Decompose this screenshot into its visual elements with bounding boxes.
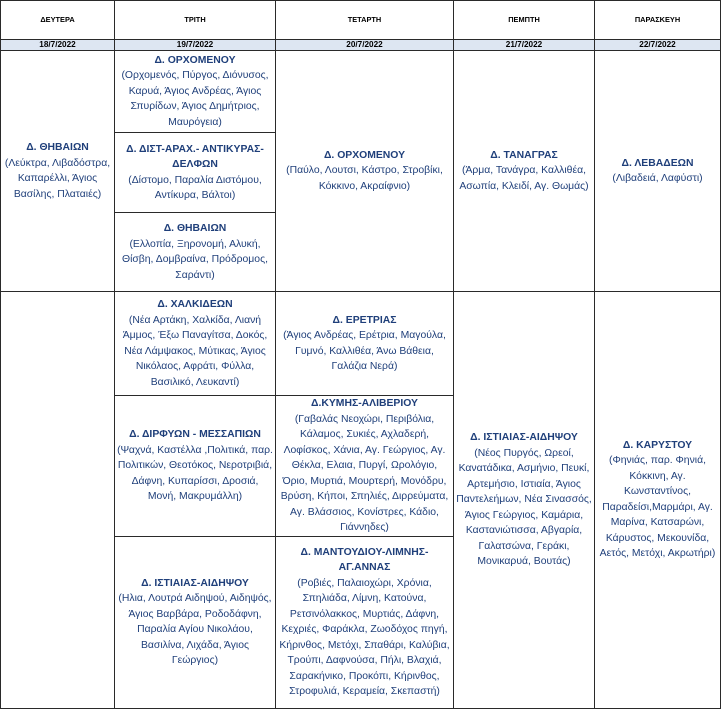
municipality-name: Δ. ΛΕΒΑΔΕΩΝ <box>621 157 694 169</box>
village-list: (Άγιος Ανδρέας, Ερέτρια, Μαγούλα, Γυμνό, Καλλιθέα, Άνω Βάθεια, Γαλάζια Νερά) <box>283 330 446 372</box>
village-list: (Ροβιές, Παλαιοχώρι, Χρόνια, Σπηλιάδα, Λίμνη, Κατούνα, Ρετσινόλακκος, Μυρτιάς, Δάφνη, Κεχριές, Φαράκλα, Ζωοδόχος πηγή, Κήρινθος, Μετόχι, Σπαθάρι, Καλύβια, Τρούπι, Δαφνούσα, Πήλι, Βλαχιά, Σαρακήνικο, Προκόπι, Κήρινθος, Στροφυλιά, Κεραμεία, Σκεπαστή) <box>279 577 450 697</box>
cell-w2-wednesday-2 <box>276 396 454 537</box>
table-row <box>1 292 721 396</box>
cell-w1-tuesday-1 <box>115 51 276 133</box>
municipality-name: Δ. ΘΗΒΑΙΩΝ <box>26 142 89 153</box>
municipality-name: Δ. ΧΑΛΚΙΔΕΩΝ <box>157 299 233 310</box>
village-list: (Λεύκτρα, Λιβαδόστρα, Καπαρέλλι, Άγιος Βασίλης, Πλαταιές) <box>4 157 111 200</box>
cell-w1-friday <box>595 51 721 292</box>
municipality-name: Δ.ΚΥΜΗΣ-ΑΛΙΒΕΡΙΟΥ <box>311 398 418 409</box>
municipality-name: Δ. ΘΗΒΑΙΩΝ <box>163 223 227 234</box>
village-list: (Ελλοπία, Ξηρονομή, Αλυκή, Θίσβη, Δομβραίνα, Πρόδρομος, Σαράντι) <box>122 238 268 281</box>
table-row <box>1 51 721 133</box>
day-header-monday: ΔΕΥΤΕΡΑ <box>1 1 115 40</box>
cell-w2-friday <box>595 292 721 709</box>
cell-w1-wednesday <box>276 51 454 292</box>
municipality-name: Δ. ΜΑΝΤΟΥΔΙΟΥ-ΛΙΜΝΗΣ-ΑΓ.ΑΝΝΑΣ <box>300 546 429 573</box>
municipality-name: Δ. ΔΙΡΦΥΩΝ - ΜΕΣΣΑΠΙΩΝ <box>129 429 261 440</box>
village-list: (Νέος Πυργός, Ωρεοί, Κανατάδικα, Ασμήνιο, Πευκί, Αρτεμήσιο, Ιστιαία, Άγιος Παντελεήμων, Νέα Σινασσός, Άγιος Γεώργιος, Καμάρια, Καστανιώτισσα, Αβγαρία, Γαλατσώνα, Γεράκι, Μονικαρυά, Βουτάς) <box>456 447 592 567</box>
cell-w2-tuesday-2 <box>115 396 276 537</box>
weekday-header-row <box>1 1 721 40</box>
municipality-name: Δ. ΔΙΣΤ-ΑΡΑΧ.- ΑΝΤΙΚΥΡΑΣ-ΔΕΛΦΩΝ <box>126 143 264 170</box>
village-list: (Φηνιάς, παρ. Φηνιά, Κόκκινη, Αγ. Κωνσταντίνος, Παραδείσι,Μαρμάρι, Αγ. Μαρίνα, Κατσαρώνι, Κάρυστος, Μεκουνίδα, Αετός, Μετόχι, Ακρωτήρι) <box>599 455 716 560</box>
cell-w1-tuesday-3 <box>115 213 276 292</box>
day-header-tuesday: ΤΡΙΤΗ <box>115 1 276 40</box>
municipality-name: Δ. ΙΣΤΙΑΙΑΣ-ΑΙΔΗΨΟΥ <box>141 577 249 589</box>
day-header-friday: ΠΑΡΑΣΚΕΥΗ <box>595 1 721 40</box>
village-list: (Παύλο, Λουτσι, Κάστρο, Στροβίκι, Κόκκινο, Ακραίφνιο) <box>286 165 443 192</box>
village-list: (Ορχομενός, Πύργος, Διόνυσος, Καρυά, Άγιος Ανδρέας, Άγιος Σπυρίδων, Άγιος Δημήτριος, Μαυρόγεια) <box>121 70 269 128</box>
day-header-wednesday: ΤΕΤΑΡΤΗ <box>276 1 454 40</box>
municipality-name: Δ. ΙΣΤΙΑΙΑΣ-ΑΙΔΗΨΟΥ <box>470 432 578 443</box>
cell-w2-tuesday-3 <box>115 536 276 708</box>
cell-w1-thursday <box>454 51 595 292</box>
village-list: (Γαβαλάς Νεοχώρι, Περιβόλια, Κάλαμος, Συκιές, Αχλαδερή, Λοφίσκος, Χάνια, Αγ. Γεώργιος, Αγ. Θέκλα, Ελαια, Πυργί, Ωρολόγιο, Όριο, Μυρτιά, Μουρτερή, Μονόδρυ, Βρύση, Κήποι, Σπηλιές, Διρρεύματα, Αγ. Βλάσσιος, Κονίστρες, Κάδιο, Γιάννηδες) <box>280 413 449 533</box>
cell-w2-wednesday-1 <box>276 292 454 396</box>
cell-w2-wednesday-3 <box>276 536 454 708</box>
village-list: (Νέα Αρτάκη, Χαλκίδα, Λιανή Άμμος, Έξω Παναγίτσα, Δοκός, Νέα Λάμψακος, Μύτικας, Άγιος Νικόλαος, Αφράτι, Φύλλα, Βασιλικό, Λευκαντί) <box>122 314 268 388</box>
municipality-name: Δ. ΟΡΧΟΜΕΝΟΥ <box>154 54 236 66</box>
day-header-thursday: ΠΕΜΠΤΗ <box>454 1 595 40</box>
date-tuesday: 19/7/2022 <box>115 40 276 51</box>
cell-w2-thursday <box>454 292 595 709</box>
municipality-name: Δ. ΕΡΕΤΡΙΑΣ <box>332 314 397 326</box>
village-list: (Ψαχνά, Καστέλλα ,Πολιτικά, παρ. Πολιτικών, Θεοτόκος, Νεροτριβιά, Δάφνη, Κυπαρίσσι, Δροσιά, Μονή, Μακρυμάλλη) <box>117 444 273 502</box>
date-wednesday: 20/7/2022 <box>276 40 454 51</box>
cell-w2-tuesday-1 <box>115 292 276 396</box>
date-friday: 22/7/2022 <box>595 40 721 51</box>
cell-w1-monday <box>1 51 115 292</box>
village-list: (Άρμα, Τανάγρα, Καλλιθέα, Ασωπία, Κλειδί, Αγ. Θωμάς) <box>459 165 589 192</box>
cell-w2-monday-empty <box>1 292 115 709</box>
village-list: (Λιβαδειά, Λαφύστι) <box>612 173 703 184</box>
date-monday: 18/7/2022 <box>1 40 115 51</box>
village-list: (Ηλια, Λουτρά Αιδηψού, Αιδηψός, Άγιος Βαρβάρα, Ροδοδάφνη, Παραλία Αγίου Νικολάου, Βασιλίνα, Λιχάδα, Άγιος Γεώργιος) <box>118 593 272 666</box>
village-list: (Δίστομο, Παραλία Διστόμου, Αντίκυρα, Βάλτοι) <box>128 174 262 201</box>
date-thursday: 21/7/2022 <box>454 40 595 51</box>
municipality-name: Δ. ΟΡΧΟΜΕΝΟΥ <box>323 149 406 161</box>
municipality-name: Δ. ΚΑΡΥΣΤΟΥ <box>622 439 693 451</box>
cell-w1-tuesday-2 <box>115 133 276 213</box>
municipality-name: Δ. ΤΑΝΑΓΡΑΣ <box>490 149 558 161</box>
date-header-row <box>1 40 721 51</box>
